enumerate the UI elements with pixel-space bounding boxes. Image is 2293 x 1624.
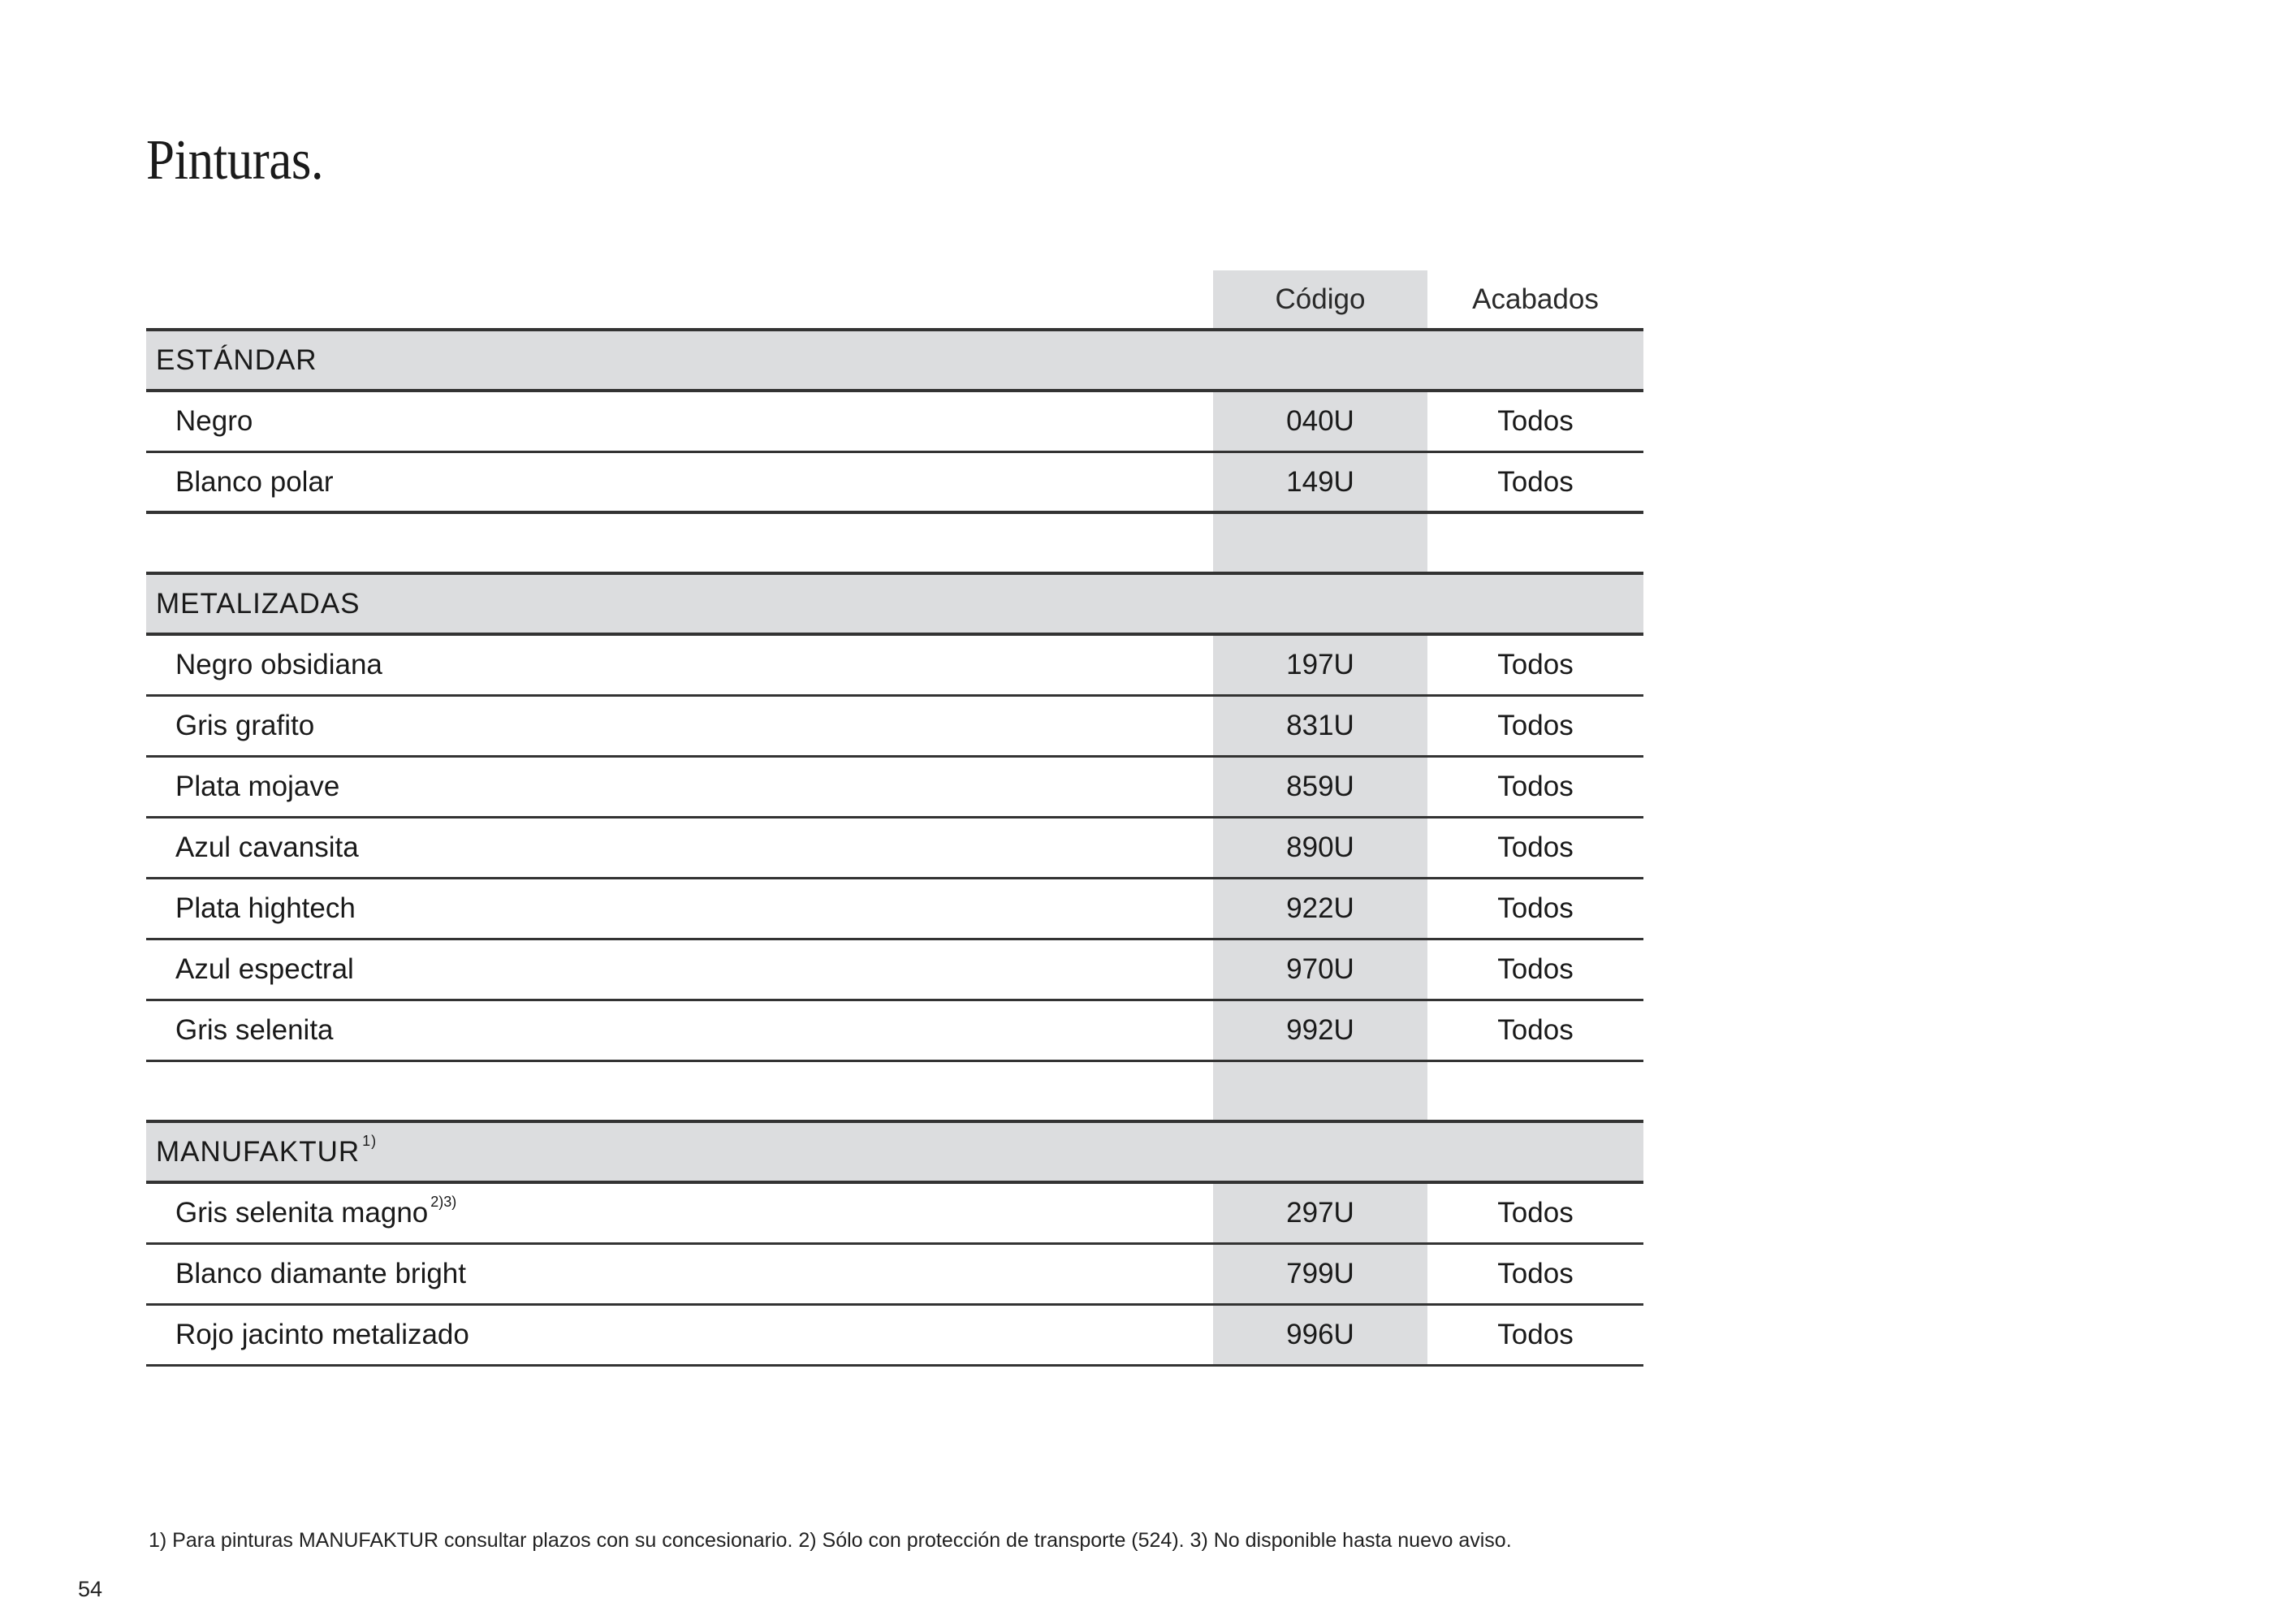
paint-name: Blanco diamante bright bbox=[175, 1258, 466, 1289]
section-header bbox=[146, 331, 1643, 392]
paint-finish: Todos bbox=[1497, 465, 1574, 498]
header-code: Código bbox=[1213, 270, 1427, 328]
spacer-row bbox=[146, 514, 1643, 575]
paint-table bbox=[146, 270, 1643, 1367]
paint-finish: Todos bbox=[1497, 1258, 1574, 1289]
paint-finish: Todos bbox=[1497, 405, 1574, 437]
table-row bbox=[146, 392, 1643, 453]
paint-code: 040U bbox=[1213, 392, 1427, 451]
table-row bbox=[146, 879, 1643, 940]
paint-code: 799U bbox=[1213, 1245, 1427, 1303]
paint-name: Negro obsidiana bbox=[175, 649, 382, 680]
table-row bbox=[146, 940, 1643, 1001]
paint-finish: Todos bbox=[1497, 710, 1574, 741]
spacer-row bbox=[146, 1062, 1643, 1123]
page-number: 54 bbox=[78, 1577, 103, 1601]
table-row bbox=[146, 636, 1643, 697]
table-row bbox=[146, 1245, 1643, 1306]
paint-code: 149U bbox=[1213, 453, 1427, 511]
paint-code: 970U bbox=[1213, 940, 1427, 999]
paint-name: Negro bbox=[175, 405, 253, 437]
paint-code: 992U bbox=[1213, 1001, 1427, 1060]
table-row bbox=[146, 758, 1643, 818]
paint-name: Azul cavansita bbox=[175, 831, 359, 863]
table-row bbox=[146, 697, 1643, 758]
paint-code: 890U bbox=[1213, 818, 1427, 877]
table-row bbox=[146, 1184, 1643, 1245]
paint-name: Gris grafito bbox=[175, 710, 315, 741]
paint-code: 859U bbox=[1213, 758, 1427, 816]
footnote-ref: 1) bbox=[362, 1132, 378, 1149]
paint-finish: Todos bbox=[1497, 1197, 1574, 1229]
section-name: ESTÁNDAR bbox=[156, 343, 317, 376]
page-title: Pinturas. bbox=[146, 129, 324, 192]
paint-name: Plata mojave bbox=[175, 771, 340, 802]
section-header bbox=[146, 1123, 1643, 1184]
table-row bbox=[146, 1306, 1643, 1367]
paint-finish: Todos bbox=[1497, 649, 1574, 680]
paint-code: 197U bbox=[1213, 636, 1427, 694]
footnote: 1) Para pinturas MANUFAKTUR consultar plazos con su concesionario. 2) Sólo con protección de transporte (524). 3) No disponible hasta nuevo aviso. bbox=[149, 1529, 1512, 1552]
header-finish: Acabados bbox=[1472, 283, 1599, 315]
paint-code: 922U bbox=[1213, 879, 1427, 938]
table-row bbox=[146, 818, 1643, 879]
paint-finish: Todos bbox=[1497, 892, 1574, 924]
paint-name: Gris selenita bbox=[175, 1014, 334, 1046]
paint-code: 297U bbox=[1213, 1184, 1427, 1242]
footnote-ref: 2)3) bbox=[430, 1194, 457, 1210]
paint-finish: Todos bbox=[1497, 771, 1574, 802]
section-name: METALIZADAS bbox=[156, 587, 361, 620]
section-header bbox=[146, 575, 1643, 636]
paint-name: Plata hightech bbox=[175, 892, 356, 924]
paint-finish: Todos bbox=[1497, 953, 1574, 985]
paint-finish: Todos bbox=[1497, 1319, 1574, 1350]
paint-code: 831U bbox=[1213, 697, 1427, 755]
table-header bbox=[146, 270, 1643, 331]
paint-finish: Todos bbox=[1497, 1014, 1574, 1046]
paint-finish: Todos bbox=[1497, 831, 1574, 863]
paint-name: Rojo jacinto metalizado bbox=[175, 1319, 469, 1350]
paint-name: Azul espectral bbox=[175, 953, 354, 985]
table-row bbox=[146, 1001, 1643, 1062]
paint-name: Blanco polar bbox=[175, 465, 334, 498]
table-row bbox=[146, 453, 1643, 514]
paint-code: 996U bbox=[1213, 1306, 1427, 1364]
section-name: MANUFAKTUR bbox=[156, 1135, 361, 1168]
paint-name: Gris selenita magno bbox=[175, 1197, 429, 1229]
